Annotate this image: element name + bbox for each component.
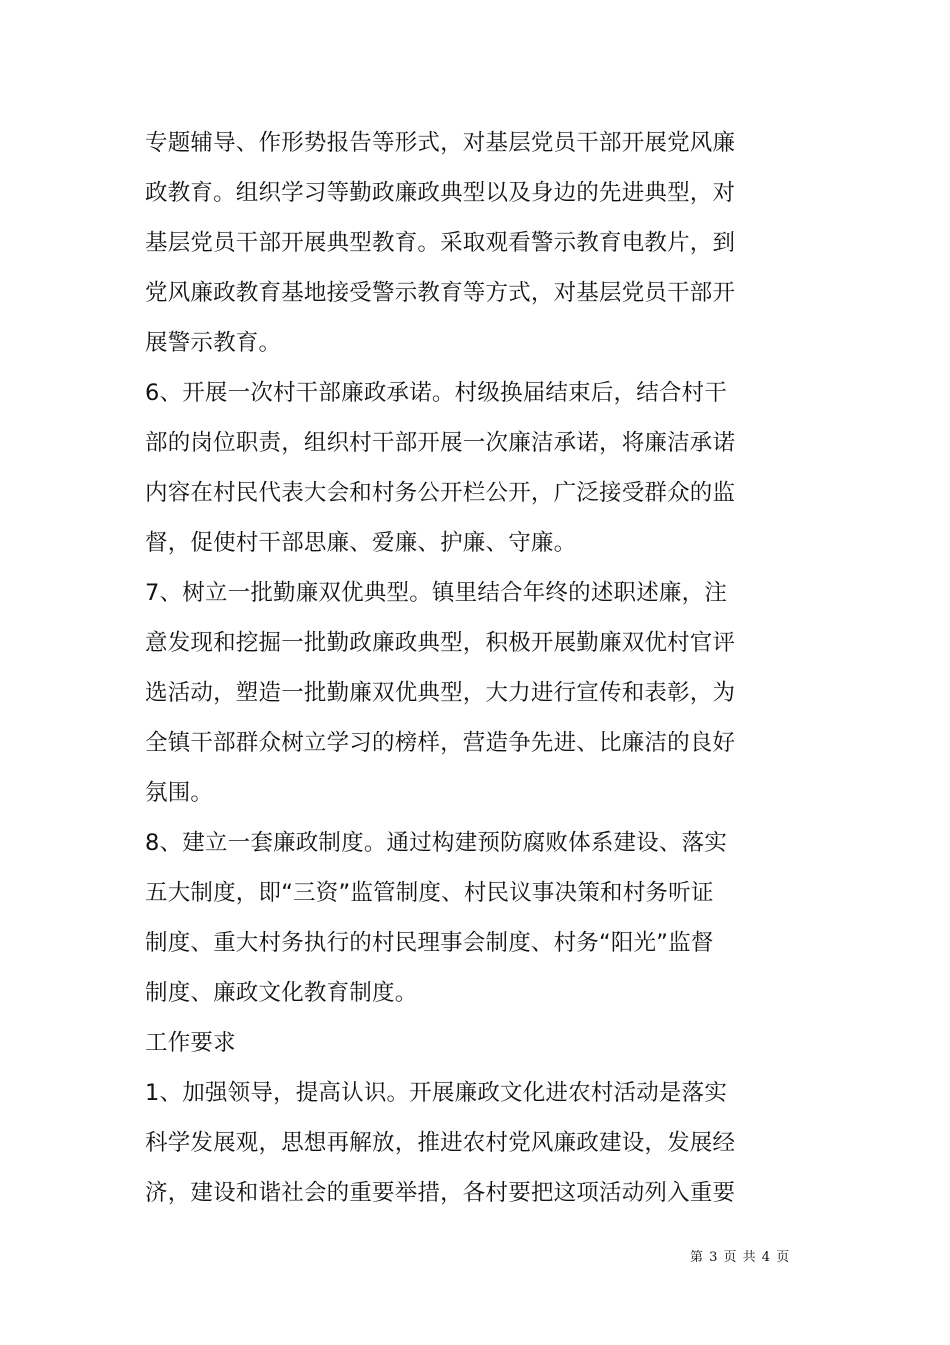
text-line: 五大制度，即“三资”监管制度、村民议事决策和村务听证 bbox=[145, 880, 714, 906]
text-line: 展警示教育。 bbox=[145, 330, 282, 356]
text-line: 6、开展一次村干部廉政承诺。村级换届结束后，结合村干 bbox=[145, 380, 728, 406]
text-line: 党风廉政教育基地接受警示教育等方式，对基层党员干部开 bbox=[145, 280, 736, 306]
text-line: 济，建设和谐社会的重要举措，各村要把这项活动列入重要 bbox=[145, 1180, 736, 1206]
text-line: 8、建立一套廉政制度。通过构建预防腐败体系建设、落实 bbox=[145, 830, 728, 856]
text-line: 全镇干部群众树立学习的榜样，营造争先进、比廉洁的良好 bbox=[145, 730, 736, 756]
text-line: 部的岗位职责，组织村干部开展一次廉洁承诺，将廉洁承诺 bbox=[145, 430, 736, 456]
text-line: 选活动，塑造一批勤廉双优典型，大力进行宣传和表彰，为 bbox=[145, 680, 736, 706]
text-line: 制度、重大村务执行的村民理事会制度、村务“阳光”监督 bbox=[145, 930, 714, 956]
text-line: 1、加强领导，提高认识。开展廉政文化进农村活动是落实 bbox=[145, 1080, 728, 1106]
document-body bbox=[145, 118, 745, 1218]
text-line: 基层党员干部开展典型教育。采取观看警示教育电教片，到 bbox=[145, 230, 736, 256]
text-line: 督，促使村干部思廉、爱廉、护廉、守廉。 bbox=[145, 530, 577, 556]
section-heading: 工作要求 bbox=[145, 1030, 236, 1056]
text-line: 氛围。 bbox=[145, 780, 214, 806]
text-line: 专题辅导、作形势报告等形式，对基层党员干部开展党风廉 bbox=[145, 130, 736, 156]
text-line: 政教育。组织学习等勤政廉政典型以及身边的先进典型，对 bbox=[145, 180, 736, 206]
text-line: 制度、廉政文化教育制度。 bbox=[145, 980, 418, 1006]
text-line: 7、树立一批勤廉双优典型。镇里结合年终的述职述廉，注 bbox=[145, 580, 728, 606]
text-line: 意发现和挖掘一批勤政廉政典型，积极开展勤廉双优村官评 bbox=[145, 630, 736, 656]
text-line: 内容在村民代表大会和村务公开栏公开，广泛接受群众的监 bbox=[145, 480, 736, 506]
page-number: 第 3 页 共 4 页 bbox=[690, 1250, 791, 1265]
text-line: 科学发展观，思想再解放，推进农村党风廉政建设，发展经 bbox=[145, 1130, 736, 1156]
